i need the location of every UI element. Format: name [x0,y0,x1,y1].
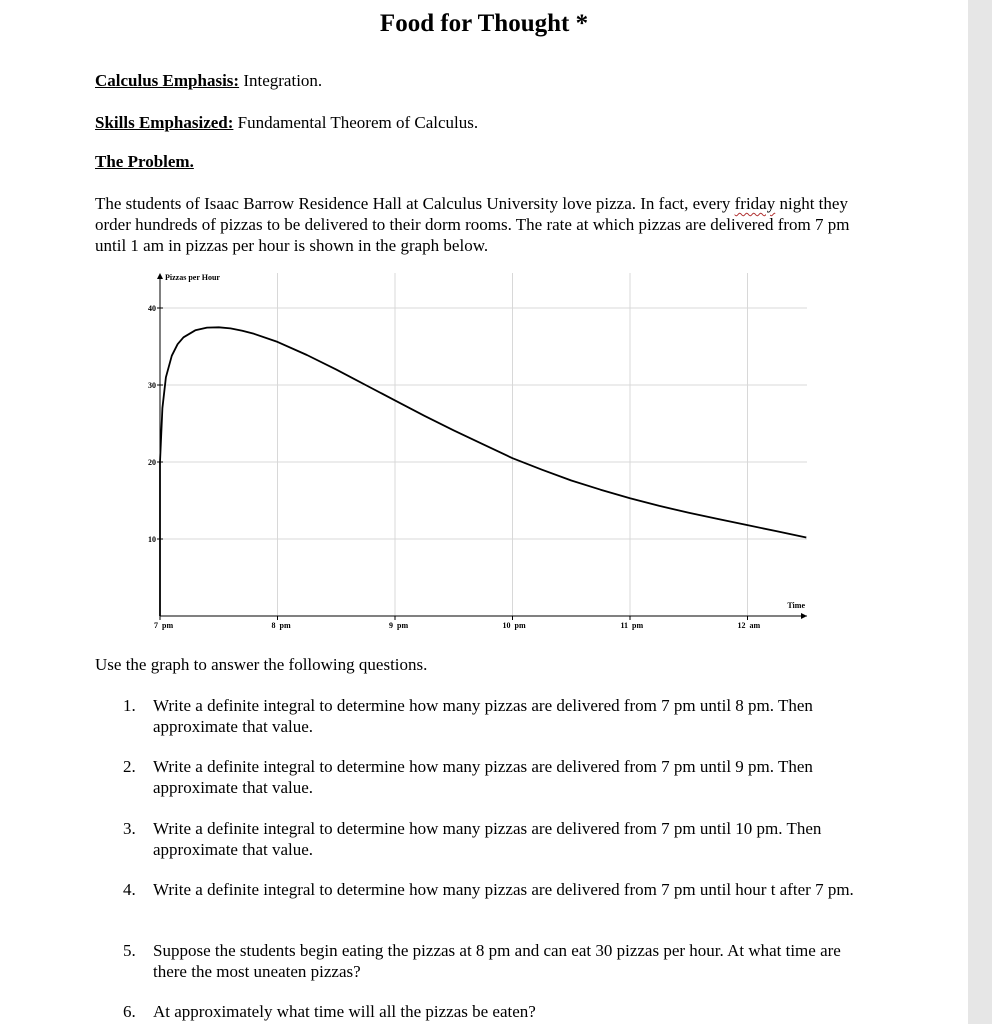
question-number: 1. [123,696,136,715]
question-number: 4. [123,880,136,899]
question-text: Write a definite integral to determine how many pizzas are delivered from 7 pm until 8 pm. Then approximate that value. [153,696,813,736]
question-text: Write a definite integral to determine how many pizzas are delivered from 7 pm until 10 pm. Then approximate that value. [153,819,822,859]
problem-text-after: night they order hundreds of pizzas to be delivered to their dorm rooms. The rate at which pizzas are delivered from 7 pm until 1 am in pizzas per hour is shown in the graph below. [95,194,850,255]
skills-emphasized-value: Fundamental Theorem of Calculus. [237,113,479,132]
calculus-emphasis-value: Integration. [243,71,323,90]
pizza-rate-chart [135,268,815,638]
question-number: 6. [123,1002,136,1021]
question-item [123,756,863,798]
x-tick-label-unit: pm [632,621,644,630]
y-axis-arrow [157,273,163,279]
question-item [123,818,863,860]
y-tick-label: 40 [148,304,156,313]
x-axis-title: Time [787,601,805,610]
x-tick-label-unit: pm [397,621,409,630]
question-text: Write a definite integral to determine how many pizzas are delivered from 7 pm until 9 pm. Then approximate that value. [153,757,813,797]
rate-curve [160,327,806,616]
x-tick-label: 11 [620,621,628,630]
question-text: At approximately what time will all the pizzas be eaten? [153,1002,536,1021]
problem-text-before: The students of Isaac Barrow Residence Hall at Calculus University love pizza. In fact, every [95,194,735,213]
question-number: 2. [123,757,136,776]
problem-heading: The Problem. [95,152,194,171]
question-item [123,940,863,982]
question-item [123,879,863,900]
spellcheck-flagged-word[interactable]: friday [734,194,776,213]
page-title: Food for Thought * [379,10,589,37]
problem-heading-line [95,152,194,172]
question-item [123,1001,863,1022]
calculus-emphasis-line [95,71,322,91]
y-axis-title: Pizzas per Hour [165,273,220,282]
questions-intro: Use the graph to answer the following questions. [95,655,428,674]
question-text: Suppose the students begin eating the pizzas at 8 pm and can eat 30 pizzas per hour. At what time are there the most uneaten pizzas? [153,941,841,981]
x-tick-label: 12 [737,621,746,630]
skills-emphasized-label: Skills Emphasized: [95,113,234,132]
x-tick-label-unit: pm [514,621,526,630]
x-tick-label-unit: am [749,621,761,630]
x-tick-label-unit: pm [279,621,291,630]
x-tick-label: 8 [271,621,276,630]
question-number: 5. [123,941,136,960]
skills-emphasized-line [95,113,478,133]
y-tick-label: 10 [148,535,156,544]
problem-paragraph [95,193,875,256]
question-number: 3. [123,819,136,838]
x-tick-label: 7 [154,621,158,630]
y-tick-label: 30 [148,381,156,390]
question-text: Write a definite integral to determine how many pizzas are delivered from 7 pm until hour t after 7 pm. [153,880,854,899]
y-tick-label: 20 [148,458,156,467]
x-tick-label: 9 [389,621,393,630]
x-tick-label-unit: pm [162,621,174,630]
calculus-emphasis-label: Calculus Emphasis: [95,71,240,90]
question-item [123,695,863,737]
x-tick-label: 10 [502,621,511,630]
x-axis-arrow [801,613,807,619]
